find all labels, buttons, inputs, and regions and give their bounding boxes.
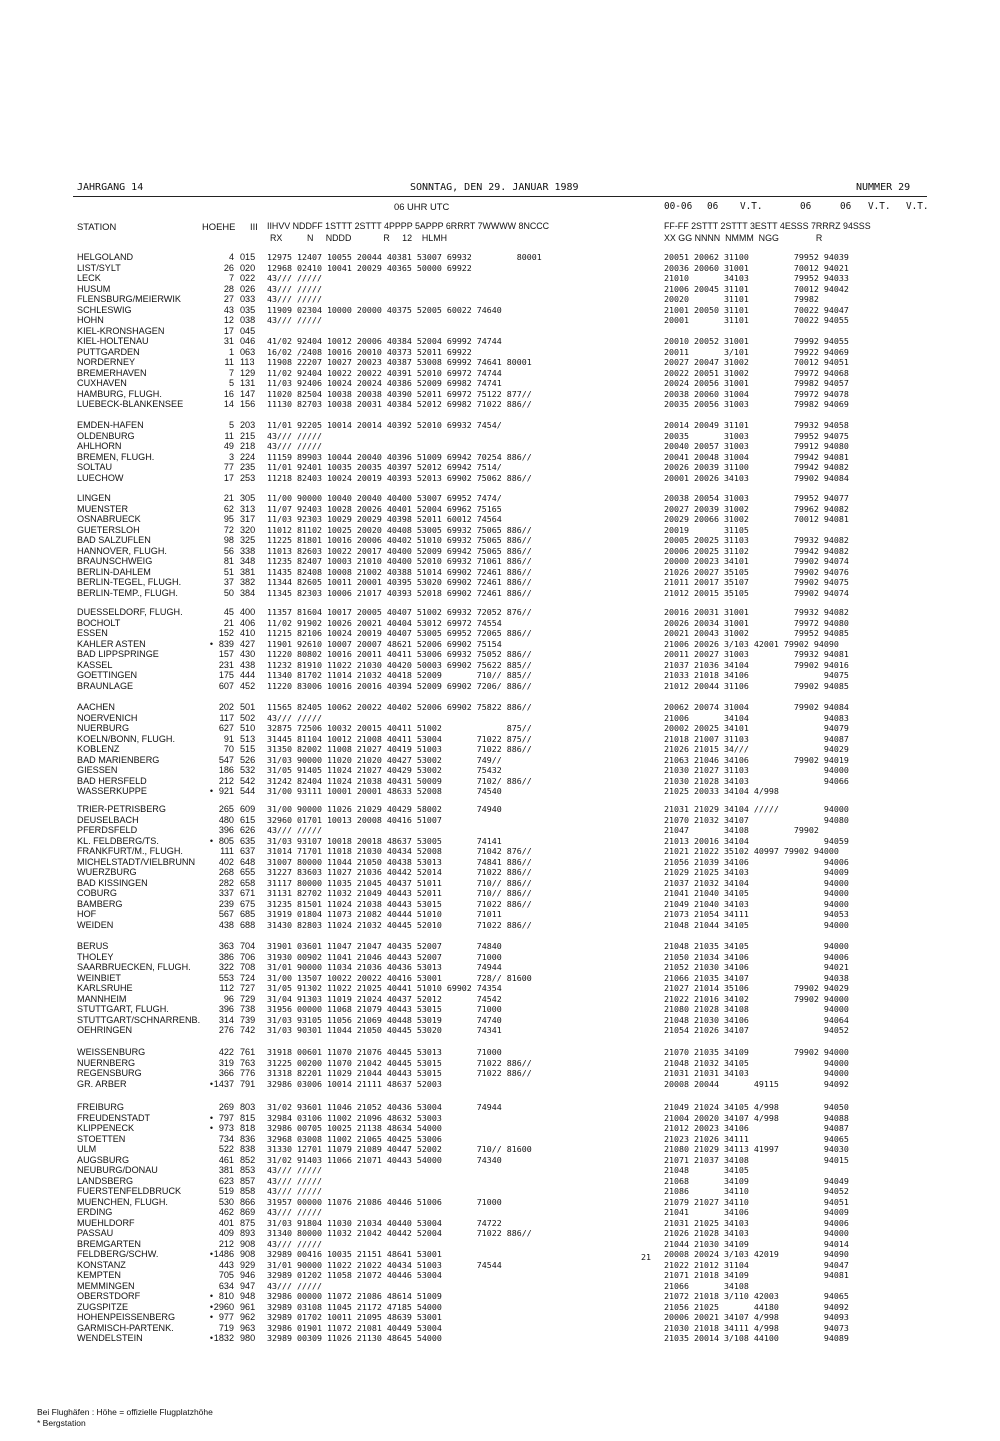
- summary-code-groups: 20051 20062 31100 79952 94039 20036 20060 31001 70012 94021 21010 34103 79952 94033 21006 20045 31101 70012 94042 20020 31101 79982 21001 20050 31101 70022 94047 20001 31101 70022 94055 20010 20052 31001 79992 94055 20011 3/101 79922 94069 20027 20047 31002 70012 94051 20022 20051 31002 79972 94068 20024 20056 31001 79982 94057 20038 20060 31004 79972 94078 20035 20056 31003 79982 94069: [664, 252, 849, 409]
- time-label-vt-c: V.T.: [906, 201, 929, 212]
- issue-number: NUMMER 29: [856, 182, 911, 193]
- time-label-06utc: 06 UHR UTC: [394, 201, 450, 212]
- station-markers: •: [209, 835, 213, 846]
- station-ids: 803 815 818 836 838 852 853 857 858 866 869 875 893 908 908 929 946 947 948 961 962 963 980: [240, 1102, 256, 1343]
- station-ids: 203 215 218 224 235 253: [240, 420, 256, 483]
- code-groups-subheader: RX N NDDD R 12 HLMH: [270, 233, 448, 243]
- station-heights: 5 11 49 3 77 17: [223, 420, 234, 483]
- station-ids: 761 763 776 791: [240, 1047, 256, 1089]
- station-names: EMDEN-HAFEN OLDENBURG AHLHORN BREMEN, FLUGH. SOLTAU LUECHOW: [77, 420, 155, 483]
- synop-code-groups: 31/00 90000 11026 21029 40429 58002 74940 32960 01701 10013 20008 40416 51007 43/// ///// 31/03 93107 10018 20018 48637 53005 74141 31014 71701 11018 21030 40434 52008 71042 876// 31007 80000 11044 21050 40438 53013 74841 886// 31227 83603 11027 21036 40442 52014 71022 886// 31117 80000 11035 21045 40437 51011 710// 886// 31131 82702 11032 21049 40443 52011 710// 886// 31235 81501 11024 21038 40443 53015 71022 886// 31919 01804 11073 21082 40444 51010 71011 31430 82803 11024 21032 40445 52010 71022 886//: [267, 804, 532, 930]
- station-names: FREIBURG FREUDENSTADT KLIPPENECK STOETTEN ULM AUGSBURG NEUBURG/DONAU LANDSBERG FUERSTENFELDBRUCK MUENCHEN, FLUGH. ERDING MUEHLDORF PASSAU BREMGARTEN FELDBERG/SCHW. KONSTANZ KEMPTEN MEMMINGEN OBERSTDORF ZUGSPITZE HOHENPEISSENBERG GARMISCH-PARTENK. WENDELSTEIN: [77, 1102, 182, 1343]
- station-names: AACHEN NOERVENICH NUERBURG KOELN/BONN, FLUGH. KOBLENZ BAD MARIENBERG GIESSEN BAD HERSFELD WASSERKUPPE: [77, 702, 176, 796]
- summary-code-groups: 21049 21024 34105 4/998 94050 21004 20020 34107 4/998 94088 21012 20023 34106 94087 21023 21026 34111 94065 21080 21029 34113 41997 94030 21071 21037 34108 94015 21048 34105 21068 34109 94049 21086 34110 94052 21079 21027 34110 94051 21041 34106 94009 21031 21025 34103 94006 21026 21028 34103 94000 21044 21030 34109 94014 20008 20024 3/103 42019 94090 21022 21012 31104 94047 21071 21018 34109 94081 21066 34108 21072 21018 3/110 42003 94065 21056 21025 44180 94092 20006 20021 34107 4/998 94093 21030 21018 34111 4/998 94073 21035 20014 3/108 44100 94089: [664, 1102, 849, 1343]
- station-ids: 015 020 022 026 033 035 038 045 046 063 113 129 131 147 156: [240, 252, 256, 409]
- station-names: DUESSELDORF, FLUGH. BOCHOLT ESSEN KAHLER ASTEN BAD LIPPSPRINGE KASSEL GOETTINGEN BRAUNLAGE: [77, 607, 183, 691]
- station-ids: 305 313 317 320 325 338 348 381 382 384: [240, 493, 256, 598]
- station-names: TRIER-PETRISBERG DEUSELBACH PFERDSFELD KL. FELDBERG/TS. FRANKFURT/M., FLUGH. MICHELSTADT/VIELBRUNN WUERZBURG BAD KISSINGEN COBURG BAMBERG HOF WEIDEN: [77, 804, 196, 930]
- station-ids: 400 406 410 427 430 438 444 452: [240, 607, 256, 691]
- code-groups-header: IIHVV NDDFF 1STTT 2STTT 4PPPP 5APPP 6RRRT 7WWWW 8NCCC: [267, 221, 550, 231]
- station-ids: 704 706 708 724 727 729 738 739 742: [240, 941, 256, 1035]
- time-label-vt-b: V.T.: [868, 201, 891, 212]
- station-names: LINGEN MUENSTER OSNABRUECK GUETERSLOH BAD SALZUFLEN HANNOVER, FLUGH. BRAUNSCHWEIG BERLIN-DAHLEM BERLIN-TEGEL, FLUGH. BERLIN-TEMP., FLUGH.: [77, 493, 182, 598]
- synop-code-groups: 11565 82405 10062 20022 40402 52006 69902 75822 886// 43/// ///// 32875 72506 10032 20015 40411 51002 875// 31445 81104 10012 21008 40411 53004 71022 875// 31350 82002 11008 21027 40419 51003 71022 886// 31/03 90000 11020 21020 40427 53002 749// 31/05 91405 11024 21027 40429 53002 75432 31242 82404 11024 21038 40431 50009 7102/ 886// 31/00 93111 10001 20001 48633 52008 74540: [267, 702, 532, 796]
- summary-groups-header: FF-FF 2STTT 2STTT 3ESTT 4ESSS 7RRRZ 94SSS: [664, 221, 871, 231]
- station-heights: 202 117 627 91 70 547 186 212 921: [218, 702, 234, 796]
- footnote-airport-height: Bei Flughäfen : Höhe = offizielle Flugplatzhöhe: [37, 1407, 213, 1417]
- synop-code-groups: 12975 12407 10055 20044 40381 53007 69932 80001 12968 02410 10041 20029 40365 50000 69922 43/// ///// 43/// ///// 43/// ///// 11909 02304 10000 20000 40375 52005 60022 74640 43/// ///// 41/02 92404 10012 20006 40384 52004 69992 74744 16/02 /2408 10016 20010 40373 52011 69922 11908 22207 10027 20023 40387 53008 69992 74641 80001 11/02 92404 10022 20022 40391 52010 69972 74744 11/03 92406 10024 20024 40386 52009 69982 74741 11020 82504 10038 20038 40390 52011 69972 75122 877// 11130 82703 10038 20031 40384 52012 69982 71022 886//: [267, 252, 542, 409]
- station-markers: •: [209, 1078, 213, 1089]
- summary-code-groups: 20014 20049 31101 79932 94058 20035 31003 79952 94075 20040 20057 31003 79912 94080 20041 20048 31004 79942 94081 20026 20039 31100 79942 94082 20001 20026 34103 79902 94084: [664, 420, 849, 483]
- synop-code-groups: 11/01 92205 10014 20014 40392 52010 69932 7454/ 43/// ///// 43/// ///// 11159 89903 10044 20040 40396 51009 69942 70254 886// 11/01 92401 10035 20035 40397 52012 69942 7514/ 11218 82403 10024 20019 40393 52013 69902 75062 886//: [267, 420, 532, 483]
- station-heights: 4 26 7 28 27 43 12 17 31 1 11 7 5 16 14: [223, 252, 234, 409]
- summary-code-groups: 20016 20031 31001 79932 94082 20026 20034 31001 79972 94080 20021 20043 31002 79952 94085 21006 20026 3/103 42001 79902 94090 20011 20027 31003 79932 94081 21037 21036 34104 79902 94016 21033 21018 34106 94075 21012 20044 31106 79902 94085: [664, 607, 849, 691]
- station-ids: 609 615 626 635 637 648 655 658 671 675 685 688: [240, 804, 256, 930]
- summary-code-groups: 21048 21035 34105 94000 21050 21034 34106 94006 21052 21030 34106 94021 21066 21035 34107 94038 21027 21014 35106 79902 94029 21022 21016 34102 79902 94000 21080 21028 34108 94000 21048 21030 34106 94064 21054 21026 34107 94052: [664, 941, 849, 1035]
- station-id-column-header: III: [250, 221, 258, 232]
- station-heights: 422 319 366 1437: [213, 1047, 234, 1089]
- summary-code-groups: 20062 20074 31004 79902 94084 21006 34104 94083 20002 20025 34101 94079 21018 21007 31103 94087 21026 21015 34/// 94029 21063 21046 34106 79902 94019 21030 21027 31103 94000 21030 21028 34103 94066 21025 20033 34104 4/998: [664, 702, 849, 796]
- time-label-vt-a: V.T.: [740, 201, 763, 212]
- footnote-mountain-station: * Bergstation: [37, 1418, 86, 1428]
- summary-code-groups: 20038 20054 31003 79952 94077 20027 20039 31002 79962 94082 20029 20066 31002 70012 94081 20019 31105 20005 20025 31103 79932 94082 20006 20025 31102 79942 94082 20000 20023 34101 79902 94074 21026 20027 35105 79902 94076 21011 20017 35107 79902 94075 21012 20015 35105 79902 94074: [664, 493, 849, 598]
- station-markers: •: [209, 638, 213, 649]
- station-heights: 45 21 152 839 157 231 175 607: [218, 607, 234, 691]
- time-label-06-b: 06: [800, 201, 812, 212]
- yearbook-label: JAHRGANG 14: [77, 182, 144, 193]
- summary-code-groups: 21070 21035 34109 79902 94000 21048 21032 34105 94000 21031 21031 34103 94000 20008 20044 49115 94092: [664, 1047, 849, 1089]
- synop-code-groups: 31918 00601 11070 21076 40445 53013 71000 31225 00200 11070 21042 40445 53015 71022 886// 31318 82201 11029 21044 40443 53015 71022 886// 32986 03006 10014 21111 48637 52003: [267, 1047, 532, 1089]
- station-heights: 363 386 322 553 112 96 396 314 276: [218, 941, 234, 1035]
- station-markers: • • • • • • •: [209, 1112, 213, 1343]
- extra-code-value: 21: [641, 1252, 651, 1262]
- station-markers: •: [209, 786, 213, 796]
- synop-code-groups: 11/00 90000 10040 20040 40400 53007 69952 7474/ 11/07 92403 10028 20026 40401 52004 69962 75165 11/03 92303 10029 20029 40398 52011 60012 74564 11012 81102 10025 20020 40408 53005 69932 75065 886// 11225 81801 10016 20006 40402 51010 69932 75065 886// 11013 82603 10022 20017 40400 52009 69942 75065 886// 11235 82407 10003 21010 40400 52010 69932 71061 886// 11435 82408 10008 21002 40388 51014 69902 72461 886// 11344 82605 10011 20001 40395 53020 69902 72461 886// 11345 82303 10006 21017 40393 52018 69902 72461 886//: [267, 493, 532, 598]
- station-names: BERUS THOLEY SAARBRUECKEN, FLUGH. WEINBIET KARLSRUHE MANNHEIM STUTTGART, FLUGH. STUTTGART/SCHNARRENB. OEHRINGEN: [77, 941, 201, 1035]
- summary-groups-subheader: XX GG NNNN NMMM NGG R: [664, 233, 823, 243]
- synop-code-groups: 31/02 93601 11046 21052 40436 53004 74944 32984 03106 11002 21096 48632 53003 32986 00705 10025 21138 48634 54000 32968 03008 11002 21065 40425 53006 31330 12701 11079 21089 40447 52002 710// 81600 31/02 91403 11066 21071 40443 54000 74340 43/// ///// 43/// ///// 43/// ///// 31957 00000 11076 21086 40446 51006 71000 43/// ///// 31/03 91804 11030 21034 40440 53004 74722 31340 80000 11032 21042 40442 52004 71022 886// 43/// ///// 32989 00416 10035 21151 48641 53001 31/01 90000 11022 21022 40434 51003 74544 32989 01202 11058 21072 40446 53004 43/// ///// 32986 00000 11072 21086 48614 51009 32989 03108 11045 21172 47185 54000 32989 01702 10011 21095 48639 53001 32986 01901 11072 21081 40449 53004 32989 00309 11026 21130 48645 54000: [267, 1102, 532, 1343]
- station-names: WEISSENBURG NUERNBERG REGENSBURG GR. ARBER: [77, 1047, 146, 1089]
- height-column-header: HOEHE: [202, 221, 236, 232]
- station-heights: 269 797 973 734 522 461 381 623 519 530 462 401 409 212 1486 443 705 634 810 2960 977 719 1832: [213, 1102, 234, 1343]
- time-label-06-c: 06: [840, 201, 852, 212]
- station-heights: 21 62 95 72 98 56 81 51 37 50: [223, 493, 234, 598]
- synop-code-groups: 11357 81604 10017 20005 40407 51002 69932 72052 876// 11/02 91902 10026 20021 40404 53012 69972 74554 11215 82106 10024 20019 40407 53005 69952 72065 886// 11901 92610 10007 20007 48621 52006 69902 75154 11220 80802 10016 20011 40411 53006 69932 75052 886// 11232 81910 11022 21030 40420 50003 69902 75622 885// 11340 81702 11014 21032 40418 52009 710// 885// 11220 83006 10016 20016 40394 52009 69902 7206/ 886//: [267, 607, 532, 691]
- time-label-06-a: 06: [707, 201, 719, 212]
- station-ids: 501 502 510 513 515 526 532 542 544: [240, 702, 256, 796]
- date-label: SONNTAG, DEN 29. JANUAR 1989: [410, 182, 579, 193]
- station-column-header: STATION: [77, 221, 117, 232]
- station-names: HELGOLAND LIST/SYLT LECK HUSUM FLENSBURG/MEIERWIK SCHLESWIG HOHN KIEL-KRONSHAGEN KIEL-HOLTENAU PUTTGARDEN NORDERNEY BREMERHAVEN CUXHAVEN HAMBURG, FLUGH. LUEBECK-BLANKENSEE: [77, 252, 184, 409]
- summary-code-groups: 21031 21029 34104 ///// 94000 21070 21032 34107 94080 21047 34108 79902 21013 20016 34104 94059 21021 21022 35102 40997 79902 94000 21056 21039 34106 94006 21029 21025 34103 94009 21037 21032 34104 94000 21041 21040 34105 94000 21049 21040 34103 94000 21073 21054 34111 94053 21048 21044 34105 94000: [664, 804, 849, 930]
- station-heights: 265 480 396 805 111 402 268 282 337 239 567 438: [218, 804, 234, 930]
- time-label-00-06: 00-06: [664, 201, 693, 212]
- synop-code-groups: 31901 03601 11047 21047 40435 52007 74840 31930 00902 11041 21046 40443 52007 71000 31/01 90000 11034 21036 40436 53013 74944 31/00 13507 10022 20022 40416 53001 728// 81600 31/05 91302 11022 21025 40441 51010 69902 74354 31/04 91303 11019 21024 40437 52012 74542 31956 00000 11068 21079 40443 53015 71000 31/03 93105 11056 21069 40448 53019 74740 31/03 90301 11044 21050 40445 53020 74341: [267, 941, 532, 1035]
- header-rule: [73, 196, 927, 197]
